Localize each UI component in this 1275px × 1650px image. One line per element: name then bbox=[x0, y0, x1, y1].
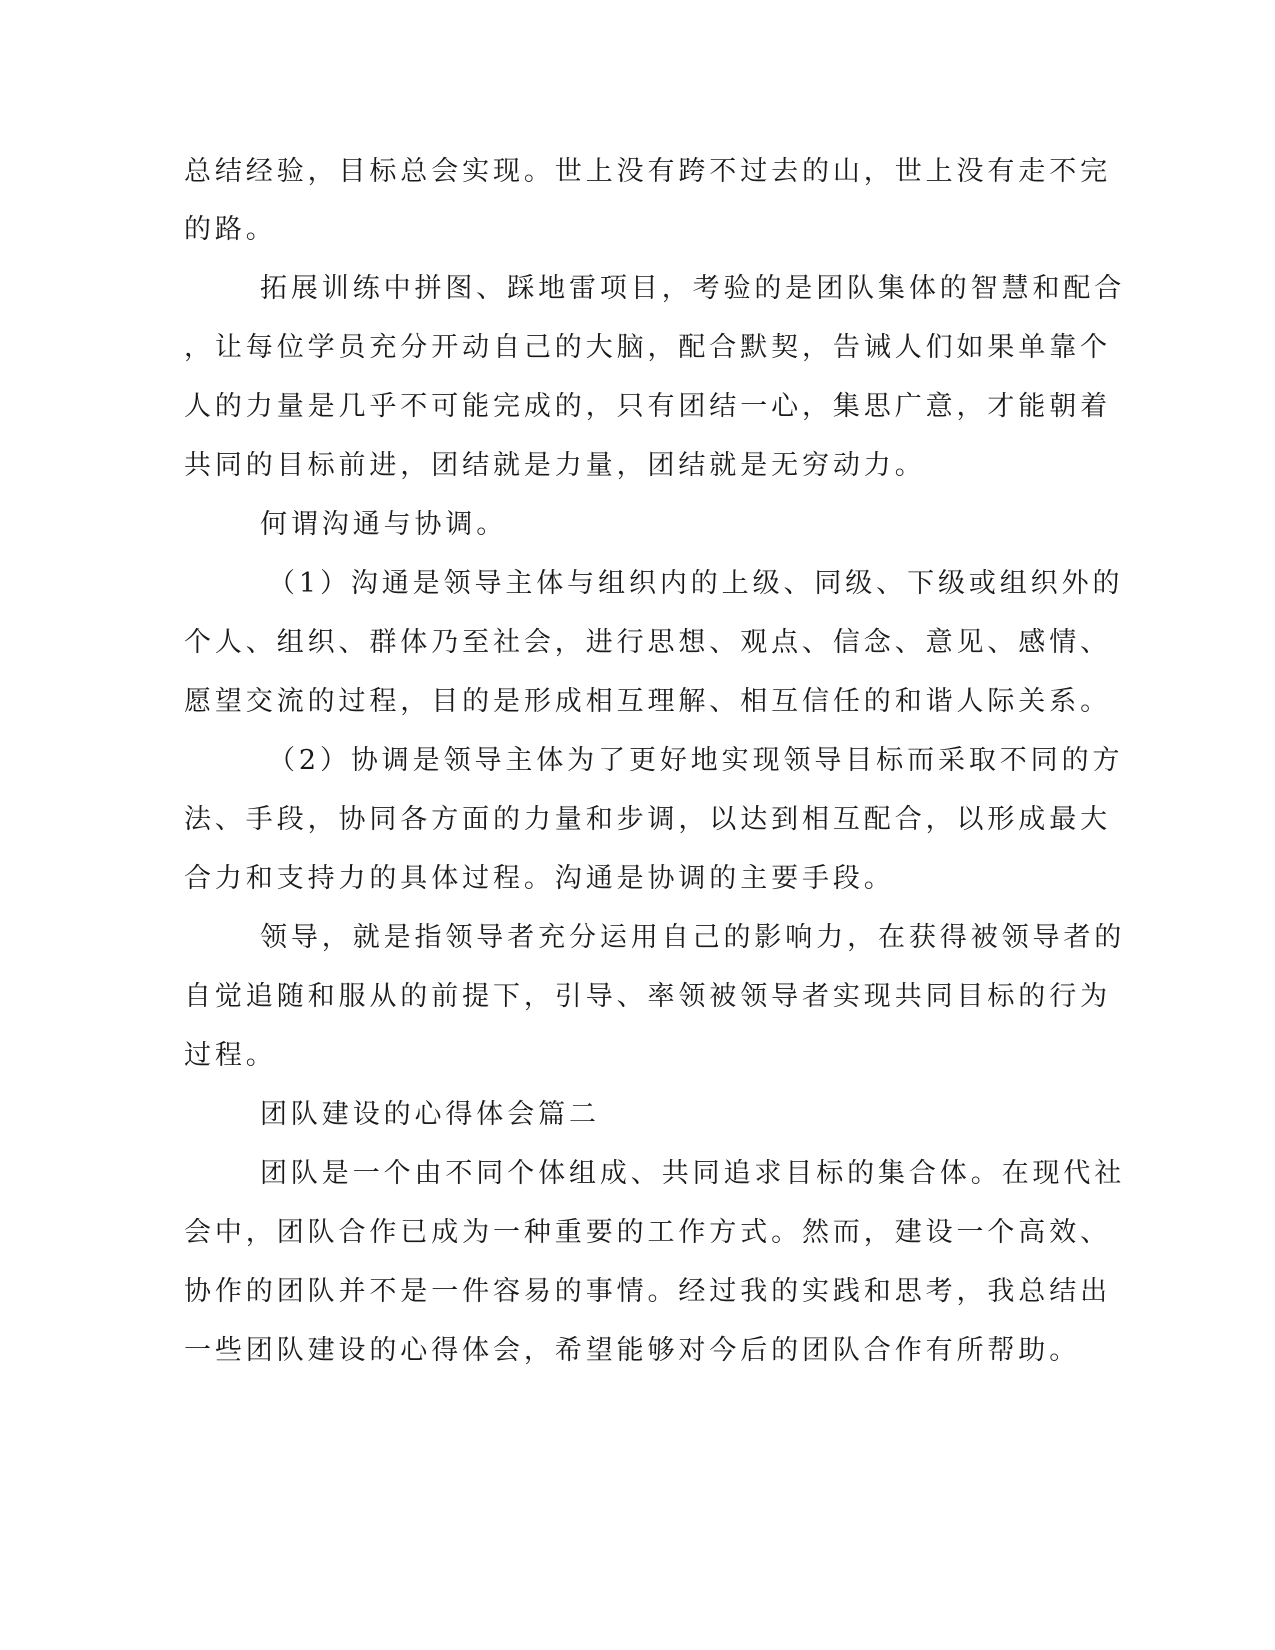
text-line: 拓展训练中拼图、踩地雷项目，考验的是团队集体的智慧和配合 bbox=[260, 273, 1126, 304]
text-line: 总结经验，目标总会实现。世上没有跨不过去的山，世上没有走不完 bbox=[184, 156, 1111, 187]
text-line: 个人、组织、群体乃至社会，进行思想、观点、信念、意见、感情、 bbox=[184, 627, 1111, 658]
text-line: 合力和支持力的具体过程。沟通是协调的主要手段。 bbox=[184, 863, 895, 894]
text-line: （1）沟通是领导主体与组织内的上级、同级、下级或组织外的 bbox=[268, 568, 1124, 599]
text-line: 愿望交流的过程，目的是形成相互理解、相互信任的和谐人际关系。 bbox=[184, 686, 1111, 717]
text-line: ，让每位学员充分开动自己的大脑，配合默契，告诫人们如果单靠个 bbox=[184, 332, 1111, 363]
text-line: 会中，团队合作已成为一种重要的工作方式。然而，建设一个高效、 bbox=[184, 1217, 1111, 1248]
text-line: 过程。 bbox=[184, 1040, 277, 1071]
text-line: （2）协调是领导主体为了更好地实现领导目标而采取不同的方 bbox=[268, 745, 1124, 776]
text-line: 一些团队建设的心得体会，希望能够对今后的团队合作有所帮助。 bbox=[184, 1335, 1081, 1366]
section-heading: 何谓沟通与协调。 bbox=[260, 509, 508, 540]
text-line: 共同的目标前进，团结就是力量，团结就是无穷动力。 bbox=[184, 450, 926, 481]
text-line: 人的力量是几乎不可能完成的，只有团结一心，集思广意，才能朝着 bbox=[184, 391, 1111, 422]
text-line: 团队是一个由不同个体组成、共同追求目标的集合体。在现代社 bbox=[260, 1158, 1126, 1189]
text-line: 的路。 bbox=[184, 214, 277, 245]
text-line: 自觉追随和服从的前提下，引导、率领被领导者实现共同目标的行为 bbox=[184, 981, 1111, 1012]
text-line: 协作的团队并不是一件容易的事情。经过我的实践和思考，我总结出 bbox=[184, 1276, 1111, 1307]
section-heading: 团队建设的心得体会篇二 bbox=[260, 1099, 600, 1130]
text-line: 领导，就是指领导者充分运用自己的影响力，在获得被领导者的 bbox=[260, 922, 1126, 953]
text-line: 法、手段，协同各方面的力量和步调，以达到相互配合，以形成最大 bbox=[184, 804, 1111, 835]
